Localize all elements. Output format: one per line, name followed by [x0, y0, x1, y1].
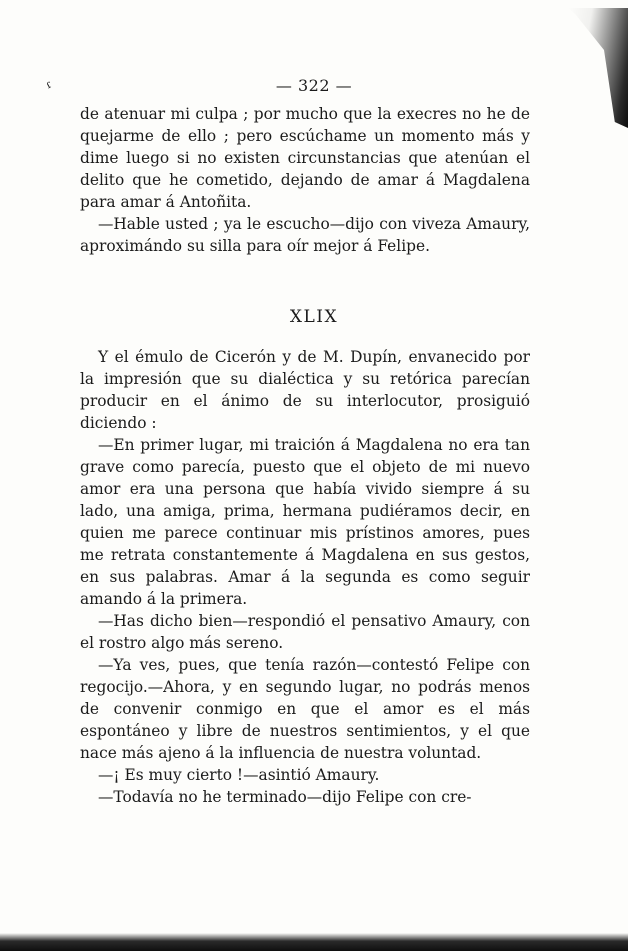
chapter-heading: XLIX [289, 307, 339, 327]
paragraph: de atenuar mi culpa ; por mucho que la execres no he de quejarme de ello ; pero escúchame un momento más y dime luego si no existen circunstancias que atenúan el delito que he cometido, dejando de amar á Magdalena para amar á Antoñita. [80, 105, 530, 211]
paragraph: —Todavía no he terminado—dijo Felipe con cre- [98, 788, 472, 806]
paragraph: —Ya ves, pues, que tenía razón—contestó Felipe con regocijo.—Ahora, y en segundo lugar, no podrás menos de convenir conmigo en que el amor es el más espontáneo y libre de nuestros sentimientos, y el que nace más ajeno á la influencia de nuestra voluntad. [80, 656, 530, 762]
paragraph: —En primer lugar, mi traición á Magdalena no era tan grave como parecía, puesto que el objeto de mi nuevo amor era una persona que había vivido siempre á su lado, una amiga, prima, hermana pudiéramos decir, en quien me parece continuar mis prístinos amores, pues me retrata constantemente á Magdalena en sus gestos, en sus palabras. Amar á la segunda es como seguir amando á la primera. [80, 436, 530, 608]
paragraph: —¡ Es muy cierto !—asintió Amaury. [98, 766, 380, 784]
paragraph: —Has dicho bien—respondió el pensativo Amaury, con el rostro algo más sereno. [80, 612, 530, 652]
paragraph: Y el émulo de Cicerón y de M. Dupín, envanecido por la impresión que su dialéctica y su retórica parecían producir en el ánimo de su interlocutor, prosiguió diciendo : [80, 348, 530, 432]
paragraph: —Hable usted ; ya le escucho—dijo con viveza Amaury, aproximándo su silla para oír mejor á Felipe. [80, 215, 530, 255]
ink-speck: ɾ [43, 77, 54, 92]
page-edge-shadow-bottom [0, 933, 628, 951]
text-block-main [80, 346, 530, 808]
page-edge-shadow-right [568, 8, 628, 128]
text-block-top [80, 103, 530, 257]
page-number: — 322 — [275, 76, 353, 95]
